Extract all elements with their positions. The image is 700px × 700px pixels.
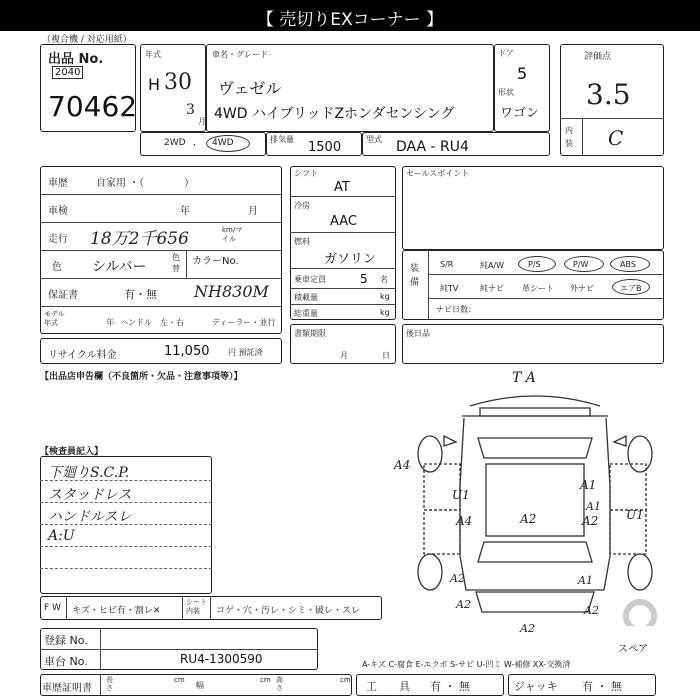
shift-label: シフト — [294, 169, 318, 178]
total-weight-unit: kg — [380, 308, 390, 317]
car-name: ヴェゼル — [218, 79, 282, 98]
total-weight-label: 総重量 — [294, 309, 318, 318]
later-items-label: 後日品 — [406, 329, 430, 338]
navi-label: ナビ日数： — [436, 305, 476, 314]
damage-mark: A2 — [582, 514, 599, 528]
drive-4wd: 4WD — [212, 138, 234, 148]
equip-item: ABS — [620, 260, 636, 269]
equip-item: P/S — [528, 260, 541, 269]
inspector-note: スタッドレス — [48, 487, 132, 503]
color-sub-label: 色替 — [172, 253, 180, 273]
equip-item: 外ナビ — [570, 284, 594, 293]
ac-value: AAC — [330, 214, 357, 229]
equipment-label: 装備 — [410, 264, 420, 288]
load-unit: kg — [380, 292, 390, 301]
car-name-label: 車名・グレード — [212, 50, 268, 59]
year-era: H — [148, 75, 161, 94]
fuel-value: ガソリン — [324, 252, 377, 267]
score-label: 評価点 — [584, 52, 612, 62]
color-value: シルバー — [92, 259, 147, 275]
year-month: 3 — [186, 102, 195, 118]
equip-item: S/R — [440, 260, 454, 269]
warranty-value: 有・無 — [124, 288, 157, 301]
mileage-label: 走行 — [48, 234, 68, 245]
drive-2wd: 2WD — [164, 138, 186, 148]
expiry-month: 月 — [340, 351, 348, 360]
capacity-label: 乗車定員 — [294, 275, 326, 284]
history-value: 自家用 ・（ ） — [96, 178, 195, 189]
damage-mark: A1 — [580, 478, 597, 492]
recycle-label: リサイクル料金 — [48, 350, 117, 361]
jack-label: ジャッキ — [514, 680, 558, 693]
recycle-value: 11,050 — [164, 344, 210, 359]
damage-mark: A2 — [450, 572, 465, 585]
damage-mark: A2 — [584, 604, 599, 617]
displacement-value: 1500 — [308, 140, 342, 155]
fuel-label: 燃料 — [294, 237, 310, 246]
inspector-note: 下廻りS.C.P. — [48, 465, 130, 481]
damage-legend: A-キズ C-腐食 E-エクボ S-サビ U-凹ミ W-補修 XX-交換済 — [362, 660, 571, 669]
model-year-unit: 年 — [106, 318, 114, 327]
later-items-box — [402, 324, 664, 364]
drive-dot: ・ — [190, 141, 200, 151]
year-value: 30 — [164, 70, 192, 95]
damage-mark: A2 — [456, 598, 471, 611]
damage-mark: A4 — [456, 514, 473, 528]
car-grade: 4WD ハイブリッドZホンダセンシング — [214, 106, 455, 122]
expiry-day: 日 — [382, 351, 390, 360]
damage-mark: A1 — [586, 500, 601, 513]
fw-items: キズ・ヒビ有・割レ✕ — [72, 606, 161, 616]
mileage-unit: km/マイル — [222, 226, 243, 243]
spare-label: スペア — [618, 644, 648, 655]
inspection-year: 年 — [180, 206, 190, 217]
equip-item: 純ナビ — [480, 284, 504, 293]
load-label: 積載量 — [294, 293, 318, 302]
car-diagram — [400, 376, 670, 626]
form-subtitle: （複合機 / 対応用紙） — [42, 35, 132, 45]
header-title: 【 売切りEXコーナー 】 — [256, 10, 444, 30]
tools-label: 工 具 — [366, 680, 410, 693]
capacity-value: 5 — [360, 272, 368, 286]
lot-label: 出品 No. — [48, 52, 104, 67]
size-label: 長さ — [106, 676, 113, 692]
damage-mark: A2 — [520, 512, 537, 526]
size-unit: cm — [174, 676, 185, 684]
mileage-value: 18万2千656 — [90, 229, 189, 249]
damage-side-note: A4 — [394, 458, 411, 472]
steering-value: 左・右 — [160, 318, 184, 327]
lot-stamp: 2040 — [52, 66, 83, 79]
tools-value: 有 ・ 無 — [430, 680, 470, 693]
ac-label: 冷房 — [294, 201, 310, 210]
equip-item: P/W — [573, 260, 589, 269]
equip-item: 純A/W — [480, 261, 505, 270]
shift-value: AT — [334, 180, 350, 195]
history-label: 車歴 — [48, 178, 68, 189]
size-label: 幅 — [196, 681, 204, 690]
chassis-value: RU4-1300590 — [180, 652, 263, 666]
color-no-value: NH830M — [194, 282, 269, 301]
equip-item: 純TV — [440, 284, 459, 293]
doors-value: 5 — [517, 64, 528, 83]
lot-number: 70462 — [48, 90, 138, 123]
inspector-label: 【検査員記入】 — [40, 447, 104, 457]
equip-item: 革シート — [522, 284, 554, 293]
capacity-unit: 名 — [380, 275, 388, 284]
inspector-note: ハンドルスレ — [48, 509, 132, 525]
score-value: 3.5 — [586, 78, 631, 111]
dealer-label: ディーラー・並行 — [212, 318, 276, 327]
seat-items: コゲ・穴・汚レ・シミ・破レ・スレ — [216, 606, 361, 616]
shape-value: ワゴン — [500, 106, 540, 121]
interior-label: 内装 — [565, 126, 573, 148]
sales-point-label: セールスポイント — [406, 169, 470, 178]
inspection-label: 車検 — [48, 206, 68, 217]
warranty-label: 保証書 — [48, 290, 78, 301]
expiry-label: 書類期限 — [294, 329, 326, 338]
damage-mark: A2 — [520, 622, 535, 635]
jack-value: 有 ・ 無 — [582, 680, 622, 693]
displacement-label: 排気量 — [270, 135, 294, 144]
door-label: ドア — [498, 49, 514, 58]
model-label: 型式 — [366, 135, 382, 144]
interior-value: C — [608, 126, 624, 150]
model-year-label: モデル年式 — [44, 310, 65, 327]
damage-mark: U1 — [452, 488, 470, 502]
condition-label: 【出品店申告欄（不良箇所・欠品・注意事項等）】 — [40, 372, 243, 382]
shape-label: 形状 — [498, 88, 514, 97]
size-label: 高さ — [276, 676, 283, 692]
color-label: 色 — [52, 262, 62, 273]
damage-front-label: T A — [512, 370, 536, 386]
registration-label: 登録 No. — [44, 634, 88, 647]
damage-mark: A1 — [578, 574, 593, 587]
recycle-unit: 円 預託済 — [228, 348, 263, 357]
inspection-month: 月 — [248, 206, 258, 217]
seat-label: シート内装 — [186, 598, 207, 615]
steering-label: ハンドル — [120, 318, 152, 327]
inspector-note: A:U — [48, 528, 75, 544]
size-unit: cm — [340, 676, 351, 684]
equip-item: エアB — [620, 284, 642, 293]
color-no-label: カラーNo. — [192, 256, 239, 267]
chassis-label: 車台 No. — [44, 655, 88, 668]
year-label: 年式 — [145, 50, 161, 59]
size-unit: cm — [260, 676, 271, 684]
year-month-unit: 月 — [198, 117, 206, 126]
damage-mark: U1 — [626, 508, 644, 522]
model-value: DAA - RU4 — [396, 139, 469, 155]
fw-label: F W — [44, 603, 61, 613]
certificate-label: 車歴証明書 — [42, 683, 92, 694]
